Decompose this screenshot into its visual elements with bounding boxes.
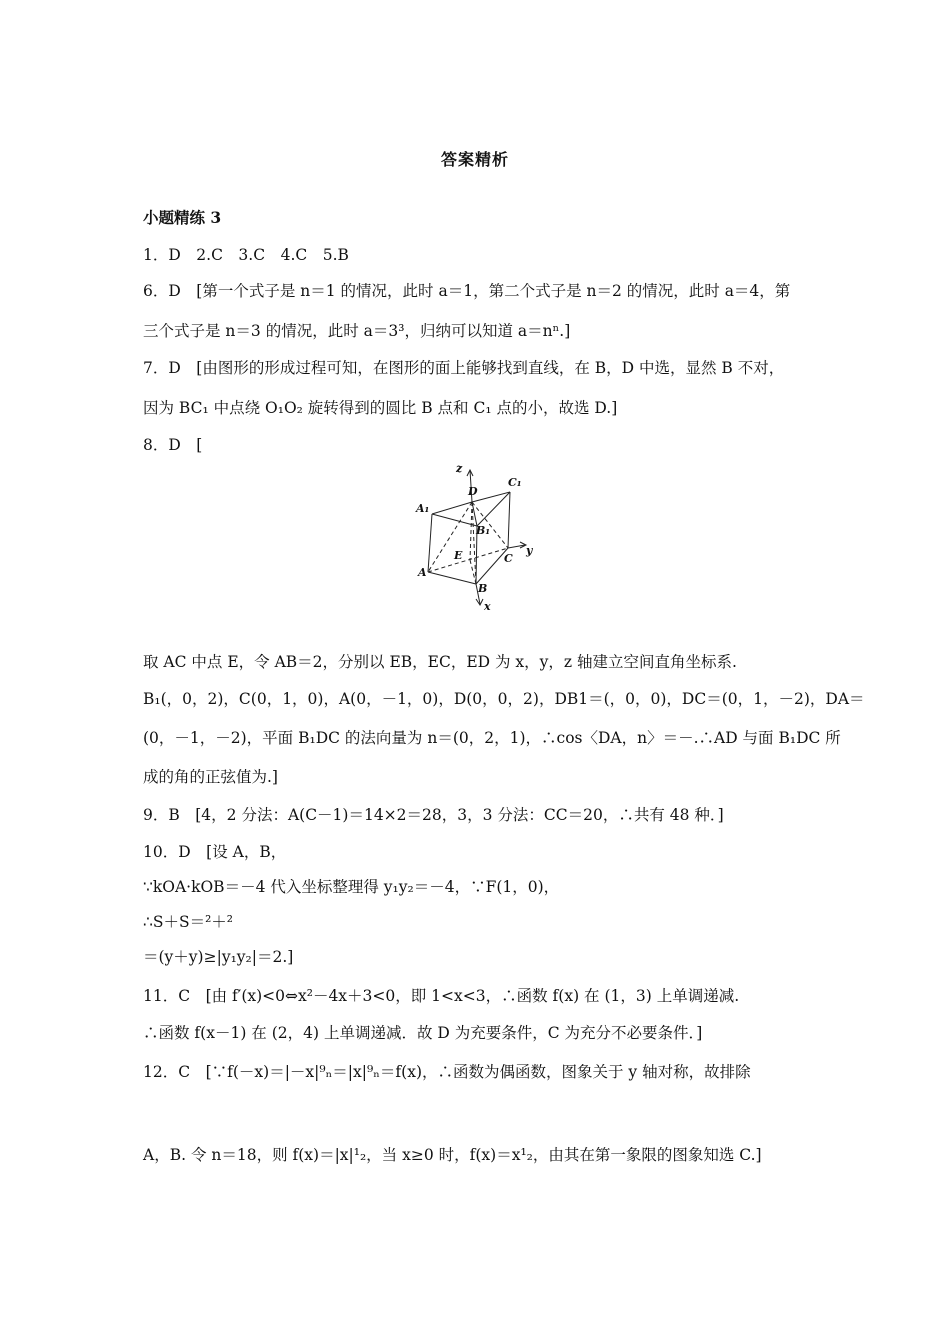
page-title: 答案精析 bbox=[440, 150, 509, 169]
answer-10-line-4: ＝(y＋y)≥|y₁y₂|＝2.] bbox=[143, 948, 294, 966]
answer-10-line-2: ∵kOA·kOB＝－4 代入坐标整理得 y₁y₂＝－4，∵F(1，0)， bbox=[143, 878, 560, 896]
label-C1: C₁ bbox=[508, 476, 522, 489]
label-E: E bbox=[454, 549, 463, 562]
answer-10-line-1: 10．D [设 A，B， bbox=[143, 843, 287, 861]
label-x: x bbox=[484, 600, 491, 613]
answer-9: 9．B [4，2 分法：A(C－1)＝14×2＝28，3，3 分法：CC＝20，∴共有 48 种．] bbox=[143, 806, 724, 824]
label-A: A bbox=[418, 566, 427, 579]
answer-6-line-2: 三个式子是 n＝3 的情况，此时 a＝3³，归纳可以知道 a＝nⁿ.] bbox=[143, 322, 571, 340]
label-B: B bbox=[478, 582, 488, 595]
answer-8-line-4: (0，－1，－2)，平面 B₁DC 的法向量为 n＝(0，2，1)，∴cos〈DA，n〉＝－.∴AD 与面 B₁DC 所 bbox=[143, 729, 841, 747]
label-D: D bbox=[468, 485, 478, 498]
answer-7-line-2: 因为 BC₁ 中点绕 O₁O₂ 旋转得到的圆比 B 点和 C₁ 点的小，故选 D.] bbox=[143, 399, 618, 417]
answer-6-line-1: 6．D [第一个式子是 n＝1 的情况，此时 a＝1，第二个式子是 n＝2 的情况，此时 a＝4，第 bbox=[143, 282, 791, 300]
label-y: y bbox=[526, 544, 533, 557]
label-B1: B₁ bbox=[476, 524, 491, 537]
answer-10-line-3: ∴S＋S＝²＋² bbox=[143, 913, 234, 931]
label-z: z bbox=[456, 462, 463, 475]
answer-8-line-2: 取 AC 中点 E，令 AB＝2，分别以 EB，EC，ED 为 x，y，z 轴建立空间直角坐标系. bbox=[143, 653, 737, 671]
answer-1-5: 1．D 2.C 3.C 4.C 5.B bbox=[143, 246, 349, 264]
label-A1: A₁ bbox=[416, 502, 430, 515]
answer-8-line-3: B₁(，0，2)，C(0，1，0)，A(0，－1，0)，D(0，0，2)，DB1＝(，0，0)，DC＝(0，1，－2)，DA＝ bbox=[143, 690, 865, 708]
label-C: C bbox=[504, 552, 513, 565]
answer-12-line-1: 12．C [∵f(－x)＝|－x|⁹ₙ＝|x|⁹ₙ＝f(x)，∴函数为偶函数，图象关于 y 轴对称，故排除 bbox=[143, 1063, 751, 1081]
answer-11-line-2: ∴函数 f(x－1) 在 (2，4) 上单调递减．故 D 为充要条件，C 为充分不必要条件．] bbox=[143, 1024, 703, 1042]
section-heading: 小题精练 3 bbox=[143, 208, 222, 227]
answer-7-line-1: 7．D [由图形的形成过程可知，在图形的面上能够找到直线，在 B，D 中选，显然 B 不对， bbox=[143, 359, 785, 377]
answer-8-line-1: 8．D [ bbox=[143, 436, 203, 454]
answer-12-line-2: A，B. 令 n＝18，则 f(x)＝|x|¹₂，当 x≥0 时，f(x)＝x¹₂，由其在第一象限的图象知选 C.] bbox=[143, 1146, 762, 1164]
answer-8-line-5: 成的角的正弦值为.] bbox=[143, 768, 278, 786]
answer-11-line-1: 11．C [由 f′(x)<0⇔x²－4x＋3<0，即 1<x<3，∴函数 f(x) 在 (1，3) 上单调递减. bbox=[143, 987, 740, 1005]
prism-figure bbox=[400, 462, 550, 618]
